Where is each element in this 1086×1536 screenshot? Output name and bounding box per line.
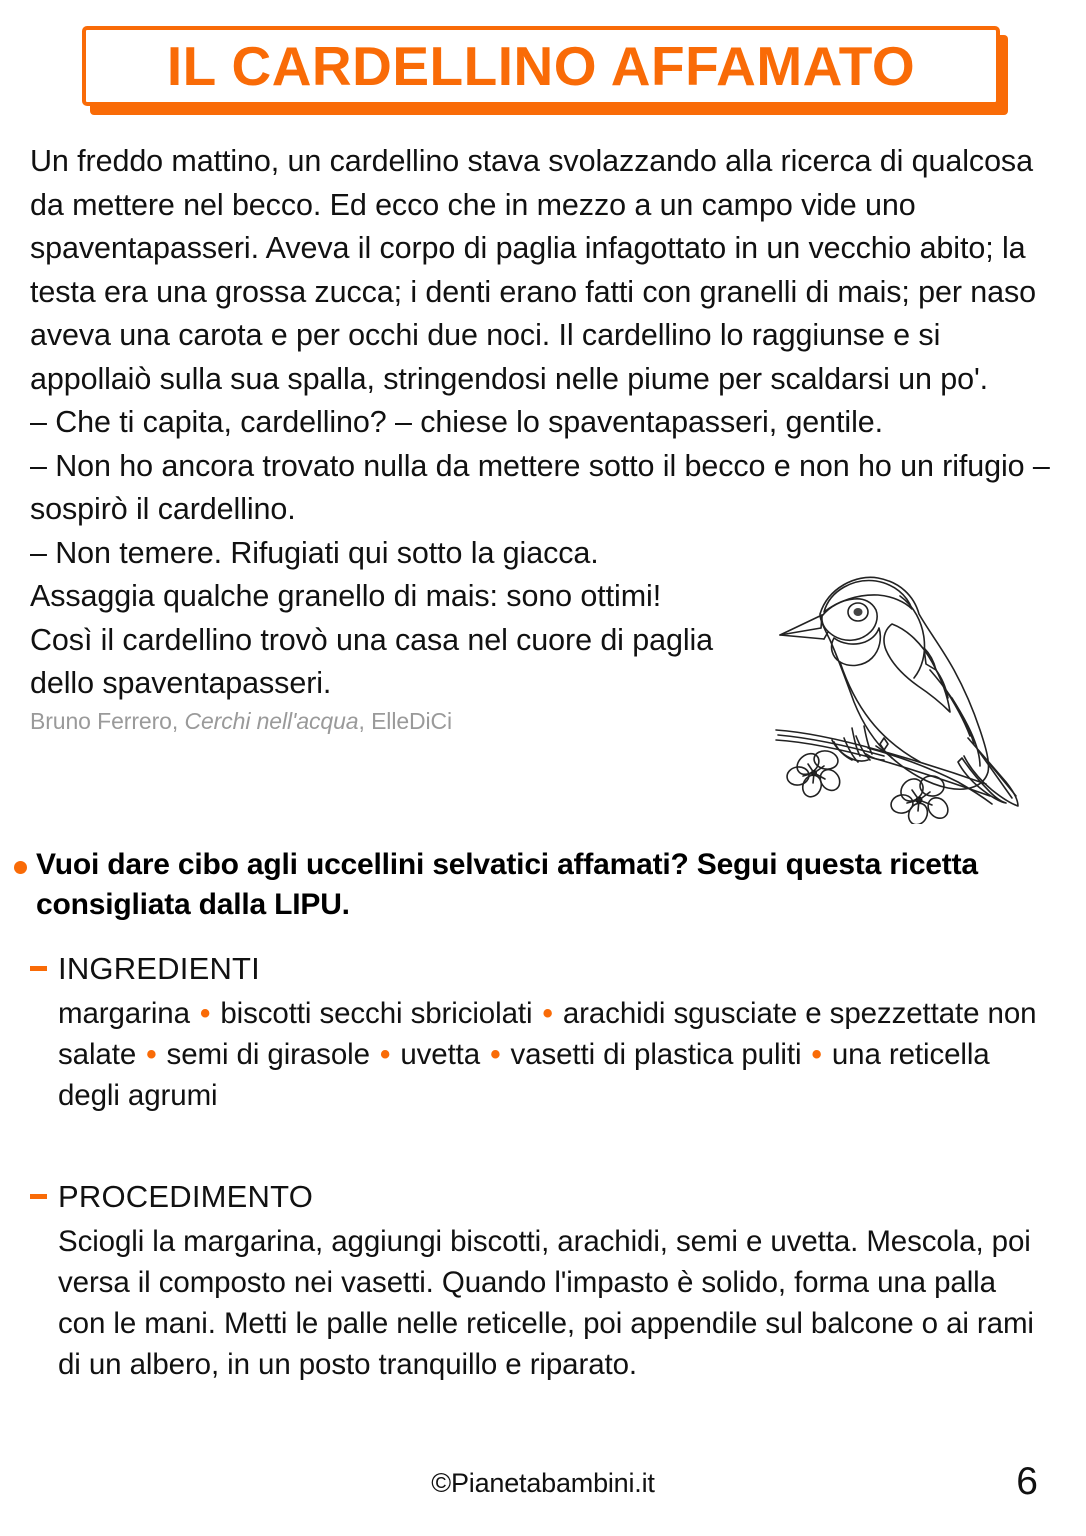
page-title: IL CARDELLINO AFFAMATO <box>166 34 916 97</box>
dash-marker-icon <box>30 1194 47 1199</box>
procedure-heading: PROCEDIMENTO <box>58 1179 314 1214</box>
procedure-section <box>30 1178 1050 1385</box>
story-paragraph-2: Assaggia qualche granello di mais: sono ottimi! <box>30 579 662 613</box>
credit-publisher: , ElleDiCi <box>358 707 453 734</box>
ingredient-separator: • <box>482 1038 509 1071</box>
page-number: 6 <box>1016 1460 1038 1503</box>
ingredient-separator: • <box>138 1038 165 1071</box>
ingredient-separator: • <box>803 1038 830 1071</box>
ingredient-item: arachidi sgusciate e spezzettate non salate <box>58 997 1037 1071</box>
story-paragraph-1: Un freddo mattino, un cardellino stava svolazzando alla ricerca di qualcosa da mettere nel becco. Ed ecco che in mezzo a un campo vide uno spaventapasseri. Aveva il corpo di paglia infagottato in un vecchio abito; la testa era una grossa zucca; i denti erano fatti con granelli di mais; per naso aveva una carota e per occhi due noci. Il cardellino lo raggiunse e si appollaiò sulla sua spalla, stringendosi nelle piume per scaldarsi un po'. <box>30 144 1037 396</box>
ingredient-item: margarina <box>58 997 190 1030</box>
story-dialogue-1: – Che ti capita, cardellino? – chiese lo spaventapasseri, gentile. <box>30 405 884 439</box>
ingredient-item: vasetti di plastica puliti <box>510 1038 802 1071</box>
procedure-text: Sciogli la margarina, aggiungi biscotti, arachidi, semi e uvetta. Mescola, poi versa il composto nei vasetti. Quando l'impasto è solido, forma una palla con le mani. Metti le palle nelle reticelle, poi appendile sul balcone o ai rami di un albero, in un posto tranquillo e riparato. <box>58 1225 1034 1381</box>
ingredients-heading-row <box>30 950 1050 988</box>
page-title-banner <box>82 26 1000 106</box>
ingredients-heading: INGREDIENTI <box>58 951 260 986</box>
ingredient-item: biscotti secchi sbriciolati <box>220 997 533 1030</box>
ingredient-separator: • <box>534 997 561 1030</box>
dash-marker-icon <box>30 966 47 971</box>
bullet-dot-icon <box>14 861 27 874</box>
recipe-question <box>14 845 1034 925</box>
credit-author: Bruno Ferrero, <box>30 707 179 734</box>
ingredient-separator: • <box>371 1038 399 1071</box>
procedure-heading-row <box>30 1178 1050 1216</box>
copyright-text: ©Pianetabambini.it <box>431 1468 655 1498</box>
recipe-question-text: Vuoi dare cibo agli uccellini selvatici affamati? Segui questa ricetta consigliata dalla LIPU. <box>36 848 978 921</box>
credit-work-title: Cerchi nell'acqua <box>184 707 359 734</box>
story-paragraph-3: Così il cardellino trovò una casa nel cuore di paglia dello spaventapasseri. <box>30 622 714 700</box>
ingredients-list <box>58 993 1050 1116</box>
ingredient-item: una reticella degli agrumi <box>58 1038 990 1112</box>
goldfinch-bird-illustration <box>772 552 1022 824</box>
ingredients-section <box>30 950 1050 1116</box>
title-box <box>82 26 1000 106</box>
page-footer <box>0 1460 1086 1516</box>
ingredient-separator: • <box>191 997 219 1030</box>
ingredient-item: uvetta <box>400 1038 481 1071</box>
story-dialogue-2: – Non ho ancora trovato nulla da mettere sotto il becco e non ho un rifugio – sospirò il cardellino. <box>30 448 1050 526</box>
ingredient-item: semi di girasole <box>166 1038 370 1071</box>
story-dialogue-3: – Non temere. Rifugiati qui sotto la giacca. <box>30 535 599 570</box>
